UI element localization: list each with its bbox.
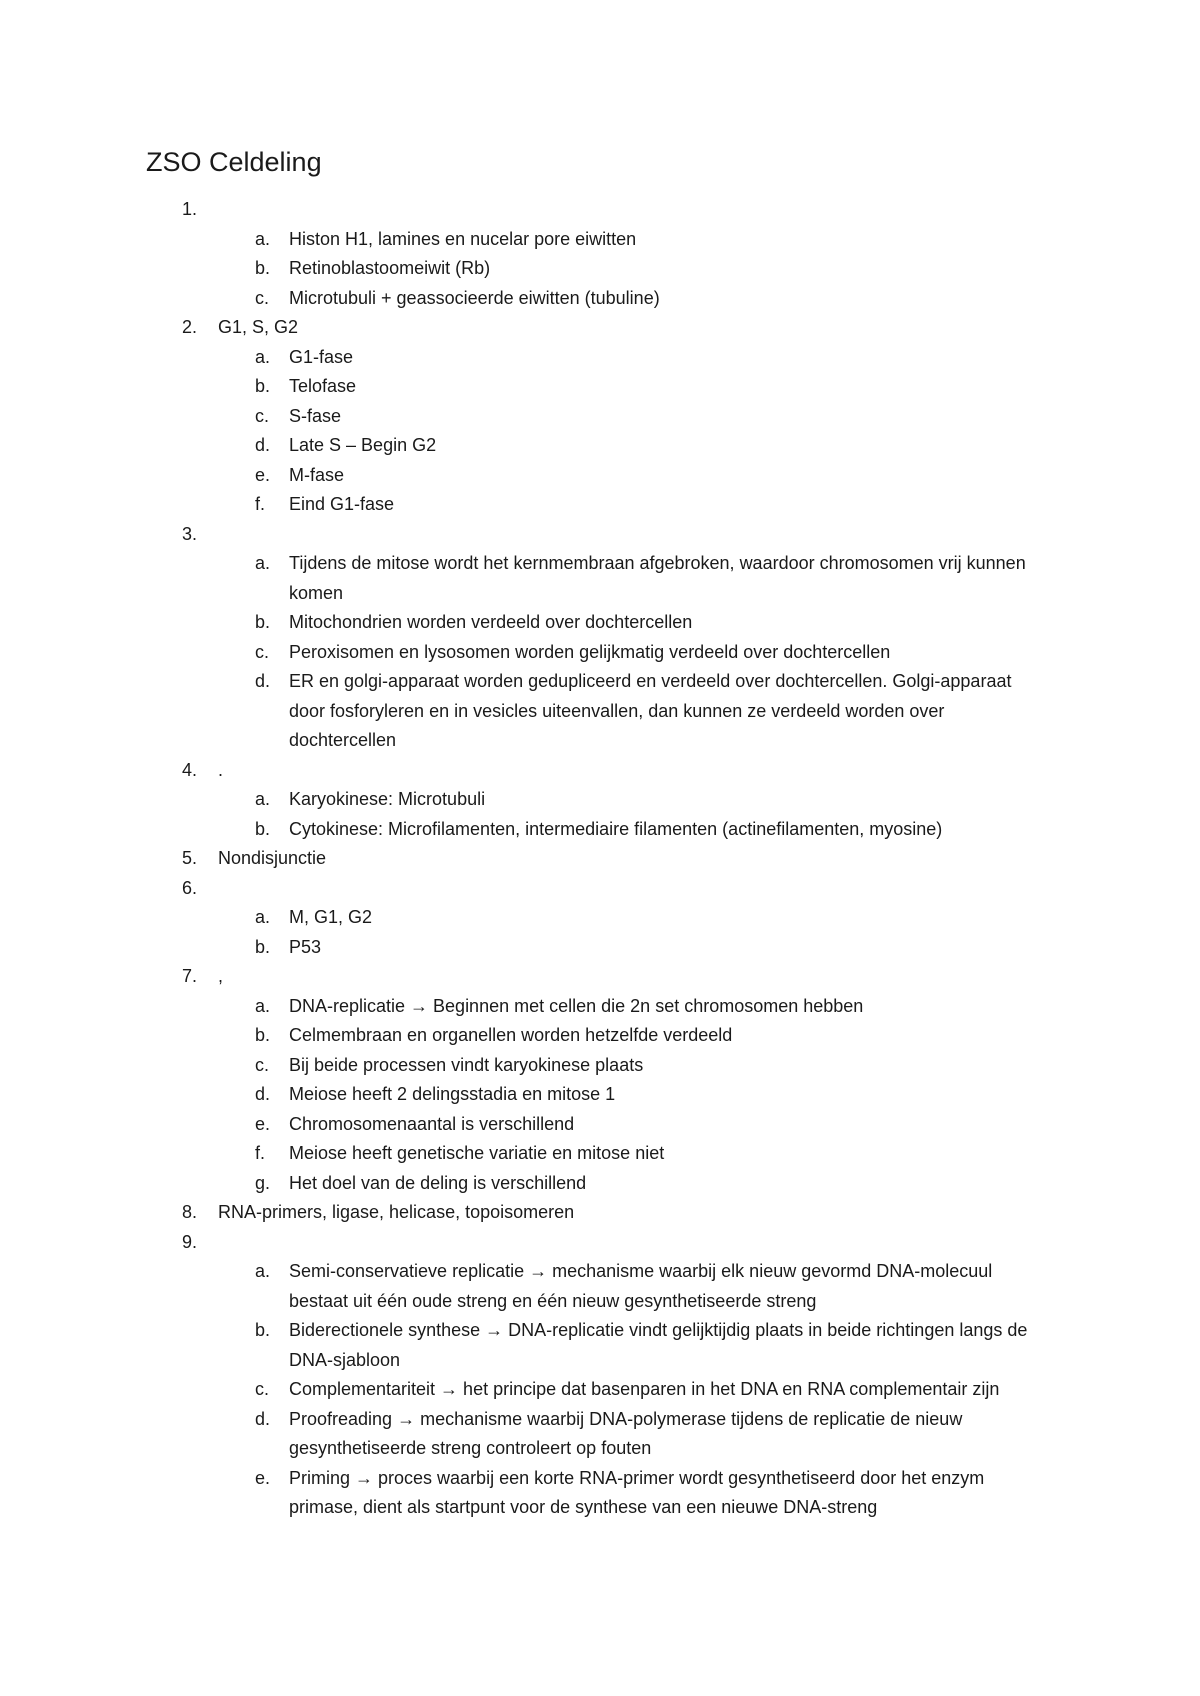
answer-item: [255, 490, 1100, 520]
answer-text: Meiose heeft genetische variatie en mitose niet: [289, 1143, 665, 1163]
question-text: .: [218, 759, 224, 780]
question-number: 6.: [181, 877, 197, 898]
answer-item: [255, 785, 1100, 815]
answer-item: [255, 1021, 1100, 1051]
answer-text: Telofase: [289, 376, 357, 396]
question-list: [146, 195, 1100, 1523]
answer-item: [255, 461, 1100, 491]
answer-text: Het doel van de deling is verschillend: [289, 1172, 587, 1193]
question-item: [146, 313, 1100, 343]
question-text: ,: [218, 966, 224, 986]
answer-text: P53: [289, 936, 322, 957]
answer-letter: a.: [255, 553, 271, 573]
answer-letter: f.: [255, 1143, 266, 1163]
answer-item: [255, 1257, 1100, 1316]
answer-item: [255, 549, 1100, 608]
answer-item: [255, 1375, 1100, 1405]
answer-item: [255, 343, 1100, 373]
answer-text: Meiose heeft 2 delingsstadia en mitose 1: [289, 1084, 616, 1104]
answer-letter: e.: [255, 464, 271, 485]
answer-item: [255, 667, 1100, 756]
question-number: 9.: [181, 1231, 197, 1252]
answer-item: [255, 225, 1100, 255]
answer-letter: a.: [255, 228, 271, 249]
answer-text: DNA-replicatie → Beginnen met cellen die 2n set chromosomen hebben: [289, 995, 864, 1016]
answer-letter: c.: [255, 1054, 270, 1075]
answer-text: Karyokinese: Microtubuli: [289, 789, 486, 809]
answer-text: Eind G1-fase: [289, 494, 395, 514]
answer-item: [255, 1080, 1100, 1110]
answer-text: Proofreading → mechanisme waarbij DNA-polymerase tijdens de replicatie de nieuw gesynthetiseerde streng controleert op fouten: [289, 1408, 963, 1458]
answer-letter: c.: [255, 1379, 270, 1399]
answer-text: Histon H1, lamines en nucelar pore eiwitten: [289, 228, 637, 249]
answer-letter: a.: [255, 346, 271, 367]
question-number: 2.: [181, 317, 197, 337]
answer-letter: b.: [255, 1320, 271, 1340]
answer-letter: a.: [255, 995, 271, 1016]
answer-letter: d.: [255, 435, 271, 455]
answer-text: Chromosomenaantal is verschillend: [289, 1113, 575, 1134]
answer-letter: a.: [255, 907, 271, 927]
answer-item: [255, 372, 1100, 402]
answer-item: [255, 402, 1100, 432]
answer-text: Priming → proces waarbij een korte RNA-primer wordt gesynthetiseerd door het enzym primase, dient als startpunt voor de synthese van een nieuwe DNA-streng: [289, 1467, 985, 1517]
answer-text: Complementariteit → het principe dat basenparen in het DNA en RNA complementair zijn: [289, 1379, 1000, 1399]
answer-text: Semi-conservatieve replicatie → mechanisme waarbij elk nieuw gevormd DNA-molecuul bestaat uit één oude streng en één nieuw gesynthetiseerde streng: [289, 1261, 993, 1311]
answer-item: [255, 1169, 1100, 1199]
answer-item: [255, 431, 1100, 461]
answer-text: Celmembraan en organellen worden hetzelfde verdeeld: [289, 1025, 733, 1045]
answer-item: [255, 608, 1100, 638]
answer-letter: e.: [255, 1467, 271, 1488]
question-item: [146, 844, 1100, 874]
question-text: [218, 195, 1100, 225]
answer-letter: b.: [255, 376, 271, 396]
answer-text: M, G1, G2: [289, 907, 373, 927]
answer-letter: f.: [255, 494, 266, 514]
question-item: [146, 874, 1100, 904]
question-text: [218, 874, 1100, 904]
answer-letter: b.: [255, 612, 271, 632]
answer-text: Retinoblastoomeiwit (Rb): [289, 258, 491, 278]
question-number: 3.: [181, 523, 197, 544]
question-number: 7.: [181, 966, 197, 986]
question-text: RNA-primers, ligase, helicase, topoisomeren: [218, 1202, 575, 1222]
answer-letter: d.: [255, 1084, 271, 1104]
answer-text: Peroxisomen en lysosomen worden gelijkmatig verdeeld over dochtercellen: [289, 641, 891, 662]
answer-letter: a.: [255, 789, 271, 809]
answer-letter: b.: [255, 1025, 271, 1045]
answer-item: [255, 1464, 1100, 1523]
question-text: [218, 520, 1100, 550]
answer-item: [255, 1139, 1100, 1169]
answer-text: Microtubuli + geassocieerde eiwitten (tubuline): [289, 287, 660, 308]
question-item: [146, 1198, 1100, 1228]
answer-text: Bij beide processen vindt karyokinese plaats: [289, 1054, 644, 1075]
question-item: [146, 962, 1100, 992]
answer-text: ER en golgi-apparaat worden gedupliceerd en verdeeld over dochtercellen. Golgi-apparaat door fosforyleren en in vesicles uiteenvallen, dan kunnen ze verdeeld worden over dochtercellen: [289, 671, 1012, 750]
question-text: Nondisjunctie: [218, 848, 327, 868]
answer-item: [255, 1110, 1100, 1140]
answer-item: [255, 903, 1100, 933]
answer-text: Biderectionele synthese → DNA-replicatie vindt gelijktijdig plaats in beide richtingen langs de DNA-sjabloon: [289, 1320, 1028, 1370]
answer-item: [255, 1316, 1100, 1375]
answer-item: [255, 992, 1100, 1022]
answer-letter: g.: [255, 1172, 271, 1193]
question-number: 8.: [181, 1202, 197, 1222]
answer-text: Cytokinese: Microfilamenten, intermediaire filamenten (actinefilamenten, myosine): [289, 818, 943, 839]
answer-text: S-fase: [289, 405, 342, 426]
answer-letter: e.: [255, 1113, 271, 1134]
answer-item: [255, 254, 1100, 284]
question-number: 4.: [181, 759, 197, 780]
answer-letter: c.: [255, 405, 270, 426]
question-number: 1.: [181, 199, 197, 219]
question-item: [146, 520, 1100, 550]
answer-letter: c.: [255, 287, 270, 308]
answer-item: [255, 284, 1100, 314]
question-number: 5.: [181, 848, 197, 868]
answer-letter: d.: [255, 1408, 271, 1429]
answer-item: [255, 933, 1100, 963]
answer-item: [255, 1405, 1100, 1464]
question-text: [218, 1228, 1100, 1258]
answer-text: Late S – Begin G2: [289, 435, 437, 455]
question-text: G1, S, G2: [218, 317, 299, 337]
answer-letter: b.: [255, 936, 271, 957]
question-item: [146, 1228, 1100, 1258]
answer-letter: b.: [255, 818, 271, 839]
answer-item: [255, 1051, 1100, 1081]
document-title: ZSO Celdeling: [146, 147, 322, 177]
question-item: [146, 195, 1100, 225]
answer-text: Mitochondrien worden verdeeld over dochtercellen: [289, 612, 693, 632]
answer-text: M-fase: [289, 464, 345, 485]
answer-text: G1-fase: [289, 346, 354, 367]
answer-letter: d.: [255, 671, 271, 691]
answer-item: [255, 815, 1100, 845]
answer-letter: b.: [255, 258, 271, 278]
answer-item: [255, 638, 1100, 668]
question-item: [146, 756, 1100, 786]
answer-text: Tijdens de mitose wordt het kernmembraan afgebroken, waardoor chromosomen vrij kunnen komen: [289, 553, 1026, 603]
answer-letter: a.: [255, 1261, 271, 1281]
answer-letter: c.: [255, 641, 270, 662]
